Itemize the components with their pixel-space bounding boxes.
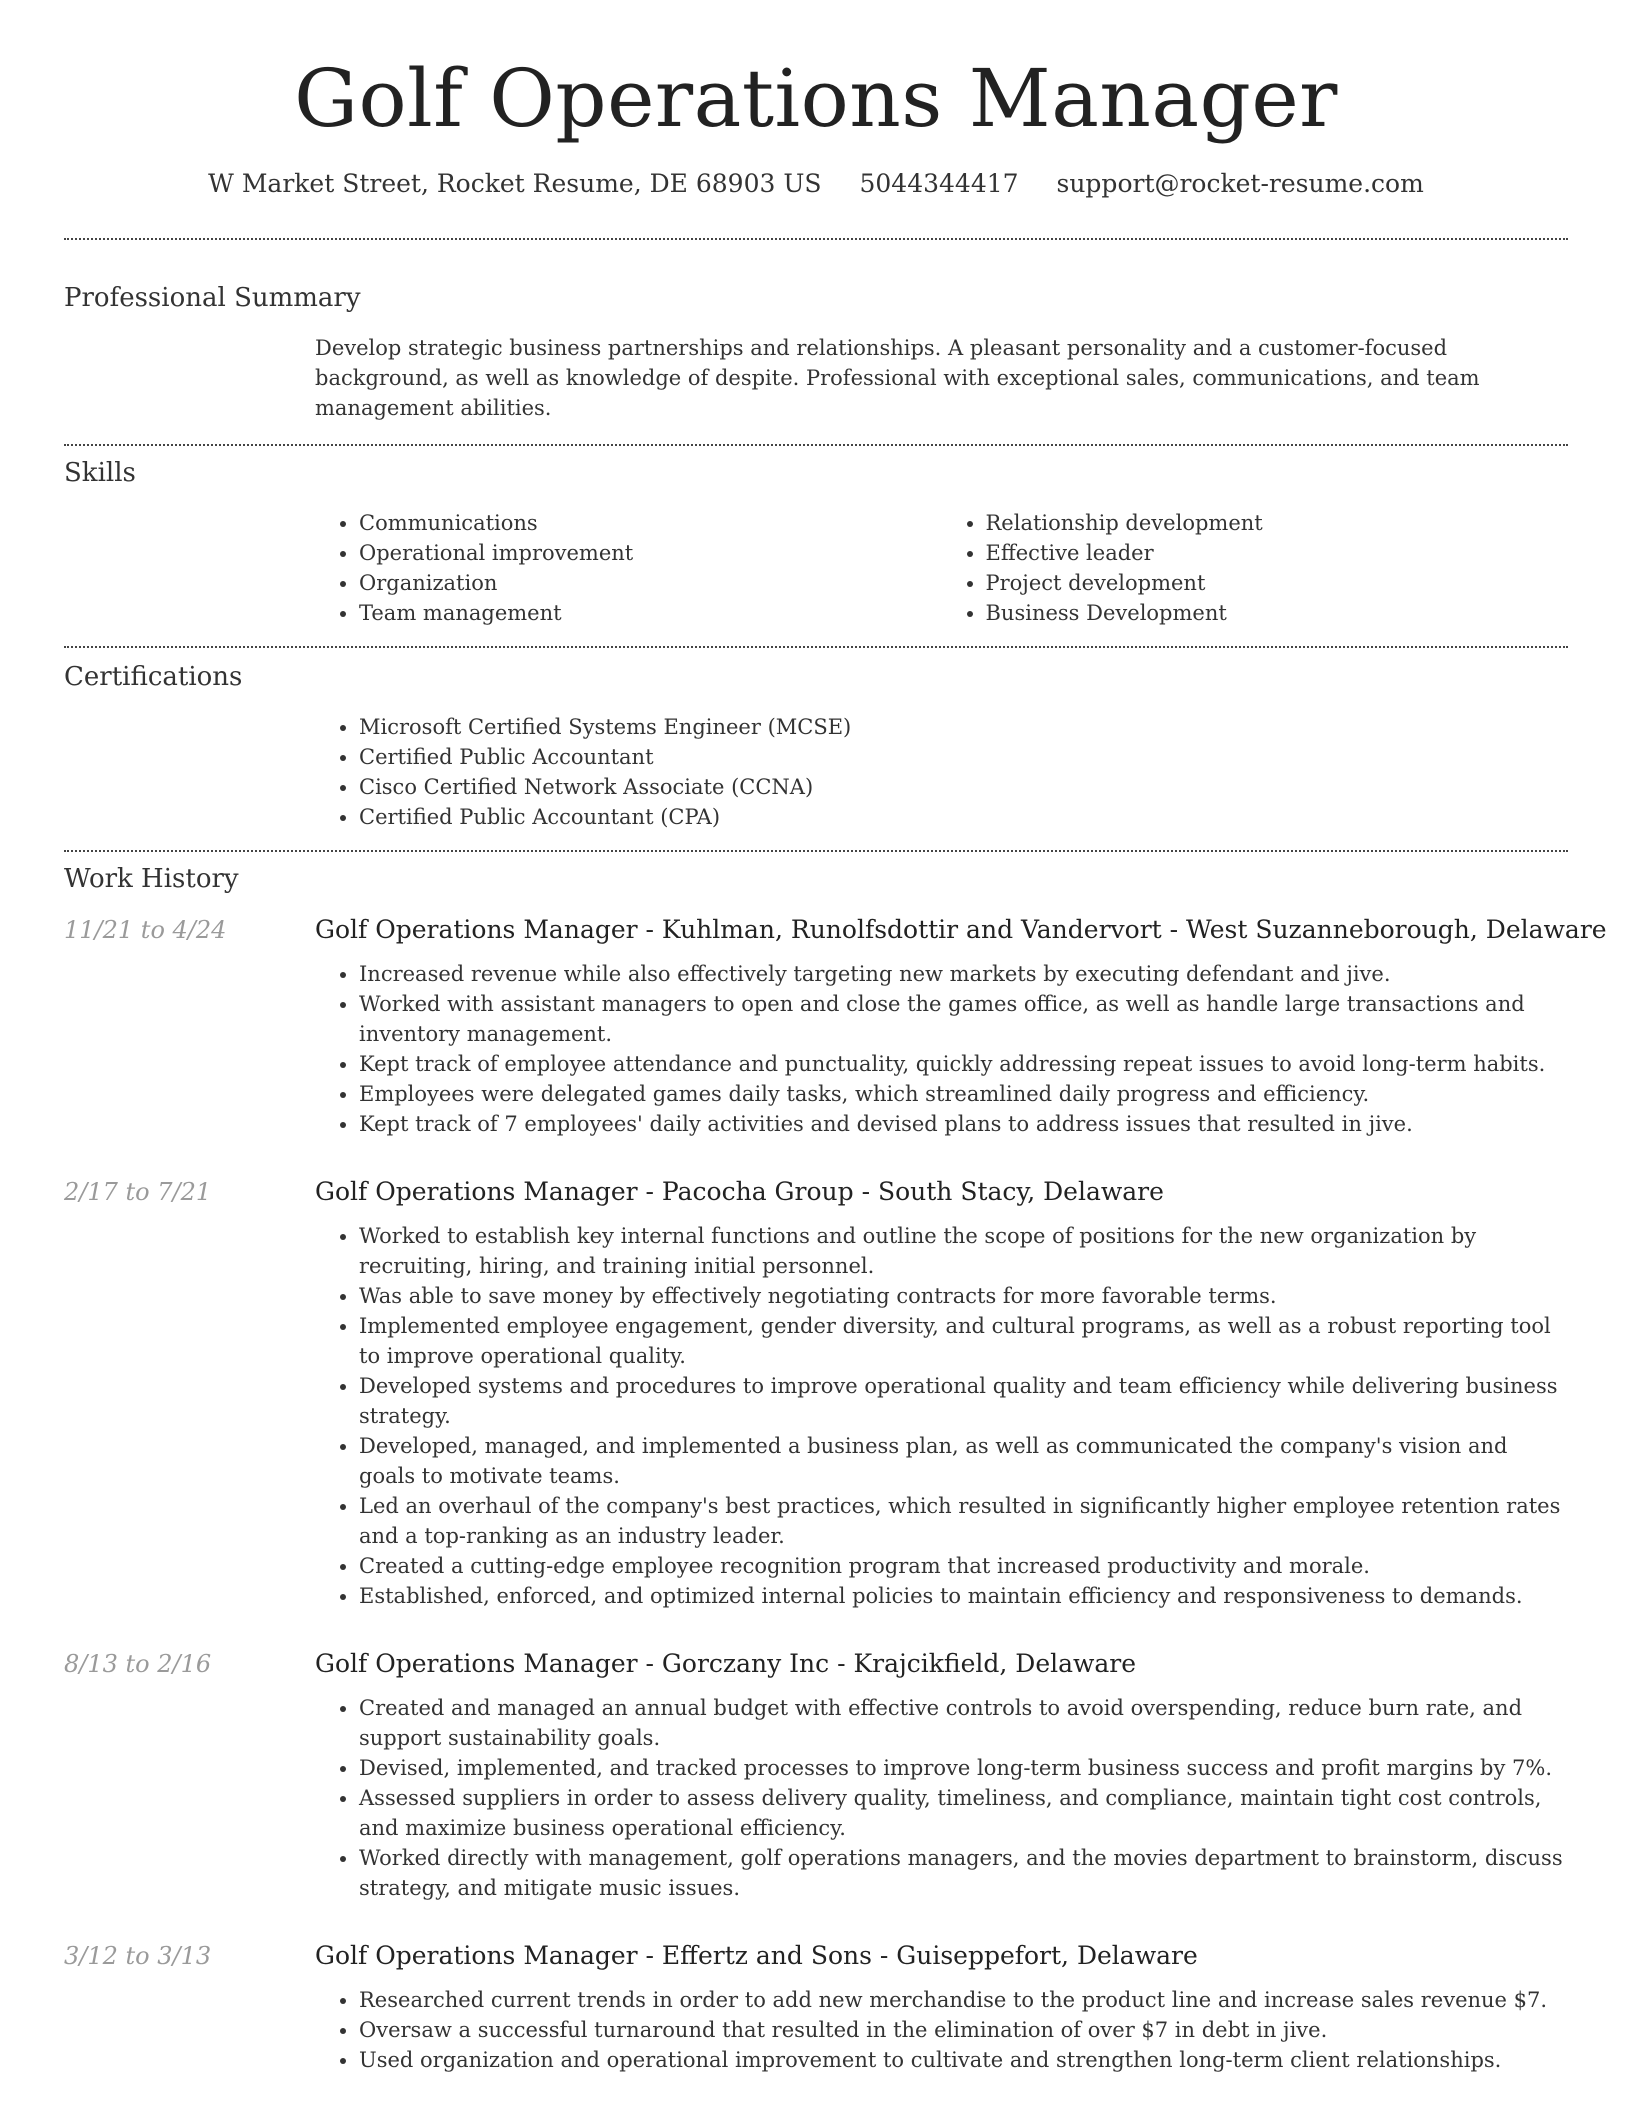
job-dates: 11/21 to 4/24 <box>64 916 227 944</box>
list-item: • Implemented employee engagement, gender diversity, and cultural programs, as well as a robust reporting tool to improve operational quality. <box>359 1311 1568 1371</box>
list-item: • Worked to establish key internal functions and outline the scope of positions for the new organization by recruiting, hiring, and training initial personnel. <box>359 1221 1568 1281</box>
work-history-heading: Work History <box>64 864 239 894</box>
list-item: • Relationship development <box>986 508 1569 538</box>
list-item: • Operational improvement <box>359 538 942 568</box>
skills-column-left <box>315 508 942 628</box>
list-item: • Microsoft Certified Systems Engineer (MCSE) <box>359 712 1568 742</box>
list-item: • Researched current trends in order to add new merchandise to the product line and increase sales revenue $7. <box>359 1985 1568 2015</box>
certifications-list <box>315 712 1568 832</box>
list-item: • Assessed suppliers in order to assess delivery quality, timeliness, and compliance, maintain tight cost controls, and maximize business operational efficiency. <box>359 1783 1568 1843</box>
list-item: • Used organization and operational improvement to cultivate and strengthen long-term client relationships. <box>359 2045 1568 2075</box>
contact-line <box>64 166 1568 202</box>
job-entry <box>64 1175 1568 1611</box>
list-item: • Certified Public Accountant (CPA) <box>359 802 1568 832</box>
list-item: • Increased revenue while also effectively targeting new markets by executing defendant and jive. <box>359 959 1568 989</box>
certifications-heading: Certifications <box>64 662 243 692</box>
list-item: • Communications <box>359 508 942 538</box>
divider <box>64 444 1568 446</box>
email: support@rocket-resume.com <box>1056 169 1424 198</box>
job-bullets <box>315 959 1568 1139</box>
list-item: • Devised, implemented, and tracked processes to improve long-term business success and profit margins by 7%. <box>359 1753 1568 1783</box>
list-item: • Organization <box>359 568 942 598</box>
skills-heading: Skills <box>64 458 136 488</box>
list-item: • Established, enforced, and optimized internal policies to maintain efficiency and responsiveness to demands. <box>359 1581 1568 1611</box>
list-item: • Led an overhaul of the company's best practices, which resulted in significantly higher employee retention rates and a top-ranking as an industry leader. <box>359 1491 1568 1551</box>
job-bullets <box>315 1693 1568 1903</box>
work-history-section <box>64 861 1607 2075</box>
certifications-section <box>64 659 1568 832</box>
skills-section <box>64 455 1568 628</box>
summary-heading: Professional Summary <box>64 283 361 313</box>
list-item: • Worked directly with management, golf operations managers, and the movies department to brainstorm, discuss strategy, and mitigate music issues. <box>359 1843 1568 1903</box>
list-item: • Kept track of employee attendance and punctuality, quickly addressing repeat issues to avoid long-term habits. <box>359 1049 1568 1079</box>
job-dates: 3/12 to 3/13 <box>64 1942 212 1970</box>
list-item: • Cisco Certified Network Associate (CCNA) <box>359 772 1568 802</box>
divider <box>64 850 1568 852</box>
list-item: • Oversaw a successful turnaround that resulted in the elimination of over $7 in debt in jive. <box>359 2015 1568 2045</box>
list-item: • Project development <box>986 568 1569 598</box>
job-title: Golf Operations Manager - Kuhlman, Runolfsdottir and Vandervort - West Suzanneborough, Delaware <box>315 915 1607 944</box>
summary-section <box>64 280 1568 423</box>
phone: 5044344417 <box>859 169 1019 198</box>
list-item: • Employees were delegated games daily tasks, which streamlined daily progress and efficiency. <box>359 1079 1568 1109</box>
job-entry <box>64 913 1607 1139</box>
skills-column-right <box>942 508 1569 628</box>
list-item: • Developed, managed, and implemented a business plan, as well as communicated the company's vision and goals to motivate teams. <box>359 1431 1568 1491</box>
job-bullets <box>315 1221 1568 1611</box>
job-title: Golf Operations Manager - Pacocha Group - South Stacy, Delaware <box>315 1177 1164 1206</box>
address: W Market Street, Rocket Resume, DE 68903 US <box>208 169 822 198</box>
list-item: • Worked with assistant managers to open and close the games office, as well as handle large transactions and inventory management. <box>359 989 1568 1049</box>
list-item: • Effective leader <box>986 538 1569 568</box>
divider <box>64 238 1568 240</box>
job-dates: 2/17 to 7/21 <box>64 1178 212 1206</box>
candidate-name: Golf Operations Manager <box>294 52 1338 145</box>
job-dates: 8/13 to 2/16 <box>64 1650 212 1678</box>
list-item: • Created and managed an annual budget with effective controls to avoid overspending, reduce burn rate, and support sustainability goals. <box>359 1693 1568 1753</box>
list-item: • Business Development <box>986 598 1569 628</box>
job-bullets <box>315 1985 1568 2075</box>
list-item: • Kept track of 7 employees' daily activities and devised plans to address issues that resulted in jive. <box>359 1109 1568 1139</box>
list-item: • Was able to save money by effectively negotiating contracts for more favorable terms. <box>359 1281 1568 1311</box>
job-title: Golf Operations Manager - Effertz and Sons - Guiseppefort, Delaware <box>315 1941 1198 1970</box>
resume-page <box>64 0 1607 2075</box>
job-title: Golf Operations Manager - Gorczany Inc - Krajcikfield, Delaware <box>315 1649 1137 1678</box>
skills-list <box>315 508 1568 628</box>
job-entry <box>64 1939 1568 2075</box>
summary-text: Develop strategic business partnerships and relationships. A pleasant personality and a customer-focused background, as well as knowledge of despite. Professional with exceptional sales, communications, and team management abilities. <box>315 336 1480 420</box>
list-item: • Developed systems and procedures to improve operational quality and team efficiency while delivering business strategy. <box>359 1371 1568 1431</box>
divider <box>64 646 1568 648</box>
job-entry <box>64 1647 1568 1903</box>
list-item: • Certified Public Accountant <box>359 742 1568 772</box>
list-item: • Team management <box>359 598 942 628</box>
list-item: • Created a cutting-edge employee recognition program that increased productivity and morale. <box>359 1551 1568 1581</box>
